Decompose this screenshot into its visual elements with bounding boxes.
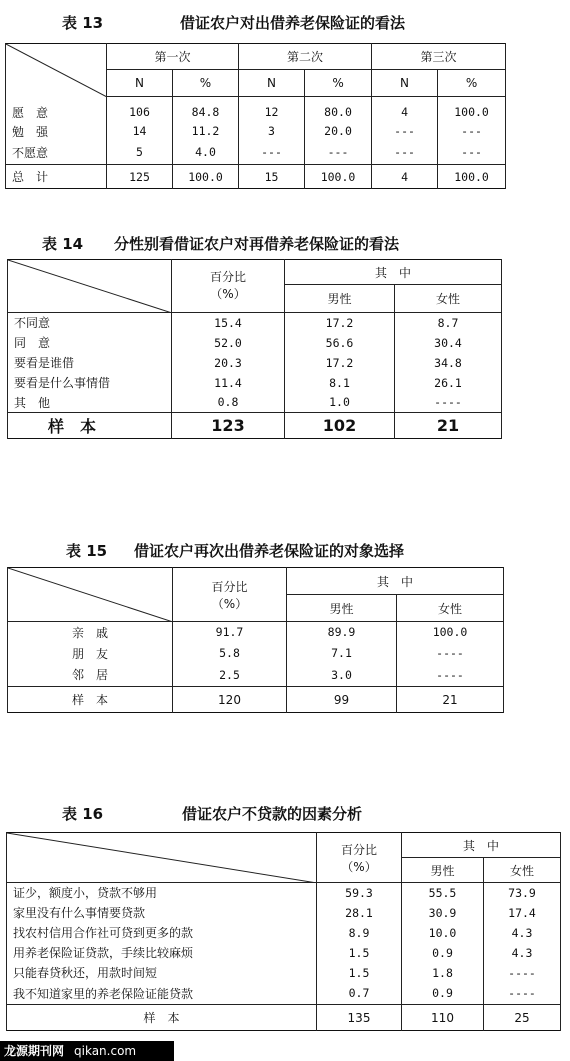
- table-row: [6, 103, 506, 122]
- table15-number: 表 15: [66, 542, 108, 560]
- table-row: [8, 373, 502, 393]
- cell: 100.0: [438, 165, 506, 189]
- cell: 8.7: [395, 313, 502, 333]
- cell: 4.3: [484, 943, 561, 963]
- diagonal-line: [8, 260, 172, 313]
- table14-corner: [8, 260, 172, 313]
- cell: 0.8: [172, 393, 285, 413]
- cell: 17.4: [484, 903, 561, 923]
- cell: 59.3: [317, 883, 402, 903]
- cell: ---: [239, 141, 305, 165]
- cell: 4.3: [484, 923, 561, 943]
- table14-male-head: 男性: [285, 285, 395, 313]
- cell: 15.4: [172, 313, 285, 333]
- table13-sub-n: N: [239, 70, 305, 97]
- table14-female-head: 女性: [395, 285, 502, 313]
- table-row: [8, 622, 504, 643]
- table-row: [7, 963, 561, 983]
- table16-caption: [0, 803, 570, 823]
- cell: 135: [317, 1005, 402, 1031]
- row-label: 要看是谁借: [8, 353, 172, 373]
- cell: 4.0: [173, 141, 239, 165]
- table16-corner: [7, 833, 317, 883]
- table14-number: 表 14: [42, 235, 84, 253]
- cell: 100.0: [173, 165, 239, 189]
- cell: 26.1: [395, 373, 502, 393]
- table13-sub-pct: %: [305, 70, 372, 97]
- cell: 8.9: [317, 923, 402, 943]
- table15-pct-unit: （%）: [173, 595, 287, 622]
- row-label: 愿 意: [6, 103, 107, 122]
- table-row: [8, 353, 502, 373]
- table15-male-head: 男性: [287, 595, 397, 622]
- table16-pct-unit: （%）: [317, 858, 402, 883]
- diagonal-line: [6, 44, 107, 97]
- row-label: 证少，额度小，贷款不够用: [7, 883, 317, 903]
- table15: [7, 567, 504, 713]
- cell: 89.9: [287, 622, 397, 643]
- row-label: 样 本: [8, 413, 172, 439]
- row-label: 样 本: [7, 1005, 317, 1031]
- table-row: [7, 883, 561, 903]
- table13-sub-n: N: [107, 70, 173, 97]
- cell: 99: [287, 687, 397, 713]
- cell: ---: [305, 141, 372, 165]
- cell: 1.5: [317, 963, 402, 983]
- cell: 5: [107, 141, 173, 165]
- table-row: [7, 903, 561, 923]
- cell: 1.0: [285, 393, 395, 413]
- cell: 30.9: [402, 903, 484, 923]
- cell: 55.5: [402, 883, 484, 903]
- table15-qizhong: 其 中: [287, 568, 504, 595]
- cell: 12: [239, 103, 305, 122]
- row-label: 亲 戚: [8, 622, 173, 643]
- cell: 17.2: [285, 313, 395, 333]
- table16-number: 表 16: [62, 805, 104, 823]
- row-label: 找农村信用合作社可贷到更多的款: [7, 923, 317, 943]
- table13-group-1: 第一次: [107, 44, 239, 70]
- table13-caption: [0, 12, 570, 32]
- cell: 4: [372, 165, 438, 189]
- table15-title: 借证农户再次出借养老保险证的对象选择: [134, 542, 405, 560]
- table15-corner: [8, 568, 173, 622]
- table13-title: 借证农户对出借养老保险证的看法: [180, 14, 406, 32]
- table13: [5, 43, 506, 189]
- table-total-row: [6, 165, 506, 189]
- cell: 100.0: [305, 165, 372, 189]
- cell: 10.0: [402, 923, 484, 943]
- table-row: [6, 141, 506, 165]
- cell: ---: [372, 141, 438, 165]
- cell: 5.8: [173, 643, 287, 664]
- table14-qizhong: 其 中: [285, 260, 502, 285]
- row-label: 用养老保险证贷款，手续比较麻烦: [7, 943, 317, 963]
- table13-number: 表 13: [62, 14, 104, 32]
- cell: 100.0: [438, 103, 506, 122]
- cell: 7.1: [287, 643, 397, 664]
- cell: 91.7: [173, 622, 287, 643]
- cell: 73.9: [484, 883, 561, 903]
- cell: 0.9: [402, 943, 484, 963]
- cell: 125: [107, 165, 173, 189]
- table-row: [8, 313, 502, 333]
- cell: 4: [372, 103, 438, 122]
- row-label: 不同意: [8, 313, 172, 333]
- table16-male-head: 男性: [402, 858, 484, 883]
- cell: 30.4: [395, 333, 502, 353]
- table13-group-3: 第三次: [372, 44, 506, 70]
- cell: 123: [172, 413, 285, 439]
- table-row: [8, 643, 504, 664]
- table14: [7, 259, 502, 439]
- row-label: 朋 友: [8, 643, 173, 664]
- cell: 1.8: [402, 963, 484, 983]
- table16-title: 借证农户不贷款的因素分析: [182, 805, 363, 823]
- cell: 34.8: [395, 353, 502, 373]
- table14-pct-unit: （%）: [172, 285, 285, 313]
- cell: 25: [484, 1005, 561, 1031]
- cell: ---: [438, 122, 506, 141]
- cell: ----: [484, 983, 561, 1005]
- cell: 20.0: [305, 122, 372, 141]
- table-row: [8, 393, 502, 413]
- cell: ---: [372, 122, 438, 141]
- cell: 0.7: [317, 983, 402, 1005]
- row-label: 不愿意: [6, 141, 107, 165]
- cell: 2.5: [173, 664, 287, 687]
- cell: 120: [173, 687, 287, 713]
- cell: 56.6: [285, 333, 395, 353]
- row-label: 总 计: [6, 165, 107, 189]
- table14-caption: [0, 233, 570, 253]
- cell: ----: [395, 393, 502, 413]
- table-sample-row: [8, 413, 502, 439]
- row-label: 勉 强: [6, 122, 107, 141]
- cell: 21: [395, 413, 502, 439]
- table-row: [7, 943, 561, 963]
- table13-group-2: 第二次: [239, 44, 372, 70]
- row-label: 同 意: [8, 333, 172, 353]
- table-sample-row: [7, 1005, 561, 1031]
- cell: 14: [107, 122, 173, 141]
- cell: 8.1: [285, 373, 395, 393]
- cell: 17.2: [285, 353, 395, 373]
- cell: 80.0: [305, 103, 372, 122]
- cell: 21: [397, 687, 504, 713]
- table13-sub-pct: %: [173, 70, 239, 97]
- table13-sub-n: N: [372, 70, 438, 97]
- table14-title: 分性别看借证农户对再借养老保险证的看法: [114, 235, 400, 253]
- table15-caption: [0, 540, 570, 560]
- table-row: [8, 664, 504, 687]
- table16: [6, 832, 561, 1031]
- row-label: 我不知道家里的养老保险证能贷款: [7, 983, 317, 1005]
- watermark-site: qikan.com: [74, 1044, 137, 1058]
- cell: 102: [285, 413, 395, 439]
- cell: ----: [397, 643, 504, 664]
- table-row: [6, 122, 506, 141]
- row-label: 家里没有什么事情要贷款: [7, 903, 317, 923]
- diagonal-line: [8, 568, 173, 622]
- cell: 106: [107, 103, 173, 122]
- cell: 3.0: [287, 664, 397, 687]
- table16-qizhong: 其 中: [402, 833, 561, 858]
- table13-sub-pct: %: [438, 70, 506, 97]
- cell: 0.9: [402, 983, 484, 1005]
- table15-female-head: 女性: [397, 595, 504, 622]
- cell: 20.3: [172, 353, 285, 373]
- table-row: [8, 333, 502, 353]
- table-row: [7, 983, 561, 1005]
- row-label: 样 本: [8, 687, 173, 713]
- watermark: [0, 1041, 174, 1061]
- table16-female-head: 女性: [484, 858, 561, 883]
- diagonal-line: [7, 833, 317, 883]
- row-label: 邻 居: [8, 664, 173, 687]
- cell: ----: [397, 664, 504, 687]
- row-label: 只能春贷秋还，用款时间短: [7, 963, 317, 983]
- cell: 11.2: [173, 122, 239, 141]
- watermark-brand: 龙源期刊网: [4, 1044, 65, 1058]
- cell: 15: [239, 165, 305, 189]
- table-row: [7, 923, 561, 943]
- table13-corner: [6, 44, 107, 97]
- table16-pct-head: 百分比: [317, 833, 402, 858]
- cell: 11.4: [172, 373, 285, 393]
- cell: 28.1: [317, 903, 402, 923]
- cell: ----: [484, 963, 561, 983]
- cell: 110: [402, 1005, 484, 1031]
- row-label: 其 他: [8, 393, 172, 413]
- cell: 1.5: [317, 943, 402, 963]
- table15-pct-head: 百分比: [173, 568, 287, 595]
- cell: 84.8: [173, 103, 239, 122]
- cell: ---: [438, 141, 506, 165]
- cell: 52.0: [172, 333, 285, 353]
- table-sample-row: [8, 687, 504, 713]
- cell: 100.0: [397, 622, 504, 643]
- table14-pct-head: 百分比: [172, 260, 285, 285]
- cell: 3: [239, 122, 305, 141]
- row-label: 要看是什么事情借: [8, 373, 172, 393]
